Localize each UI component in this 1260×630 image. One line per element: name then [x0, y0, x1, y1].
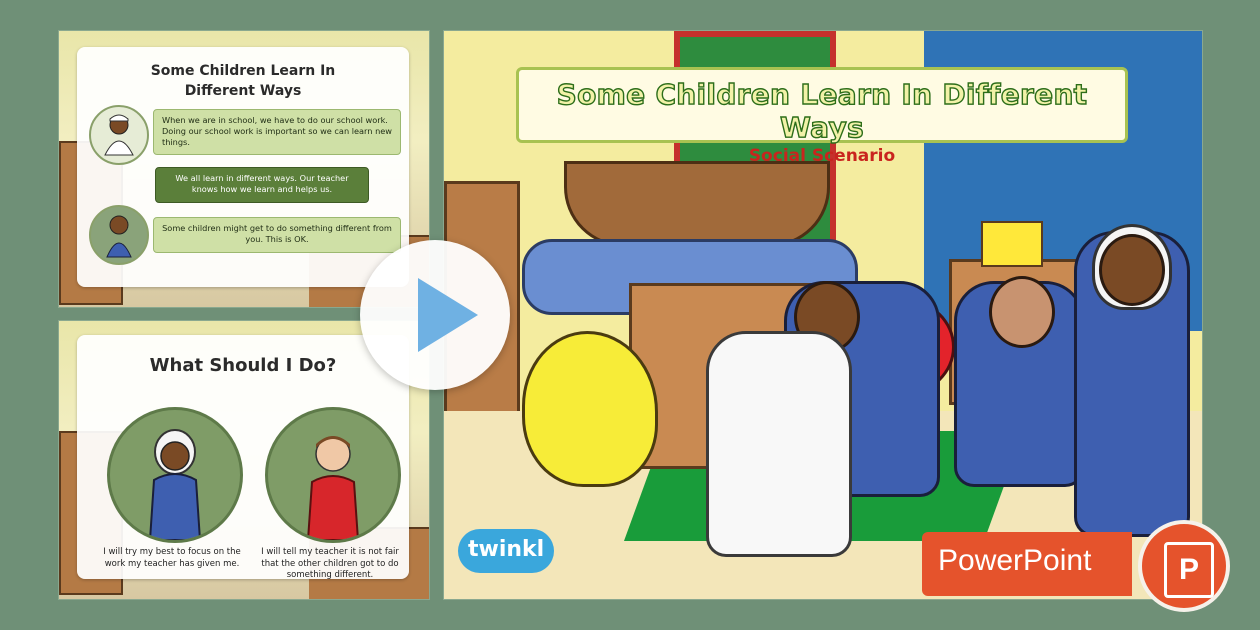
title-plate — [516, 67, 1128, 166]
thumbnail-slide-2[interactable] — [58, 320, 430, 600]
speech-bubble: When we are in school, we have to do our school work. Doing our school work is important so we can learn new things. — [153, 109, 401, 155]
slide-title: What Should I Do? — [149, 355, 337, 376]
powerpoint-label: PowerPoint — [938, 544, 1092, 577]
child-illustration — [706, 331, 852, 557]
speech-bubble: Some children might get to do something different from you. This is OK. — [153, 217, 401, 253]
child-head-illustration — [1099, 234, 1165, 306]
slide-content-card — [77, 335, 409, 579]
play-icon — [418, 278, 478, 352]
main-subtitle: Social Scenario — [748, 146, 896, 166]
slide-title: Some Children Learn In Different Ways — [150, 63, 336, 99]
child-avatar-icon — [89, 105, 149, 165]
powerpoint-p-glyph: P — [1164, 542, 1214, 598]
twinkl-logo-text: twinkl — [468, 537, 545, 562]
box-illustration — [981, 221, 1043, 267]
main-title: Some Children Learn In Different Ways — [556, 78, 1088, 144]
thumbnail-slide-1[interactable] — [58, 30, 430, 308]
child-head-illustration — [989, 276, 1055, 348]
option-caption: I will tell my teacher it is not fair that the other children got to do something different. — [261, 547, 399, 580]
boat-illustration — [564, 161, 830, 247]
child-avatar-icon — [89, 205, 149, 265]
main-slide-preview[interactable] — [443, 30, 1203, 600]
option-caption: I will try my best to focus on the work my teacher has given me. — [103, 547, 241, 569]
speech-bubble: We all learn in different ways. Our teacher knows how we learn and helps us. — [155, 167, 369, 203]
beanbag-illustration — [522, 331, 658, 487]
boy-upset-illustration — [265, 407, 401, 543]
slide-content-card — [77, 47, 409, 287]
powerpoint-badge — [922, 532, 1132, 596]
play-button[interactable] — [360, 240, 510, 390]
girl-thinking-illustration — [107, 407, 243, 543]
powerpoint-icon — [1138, 520, 1230, 612]
